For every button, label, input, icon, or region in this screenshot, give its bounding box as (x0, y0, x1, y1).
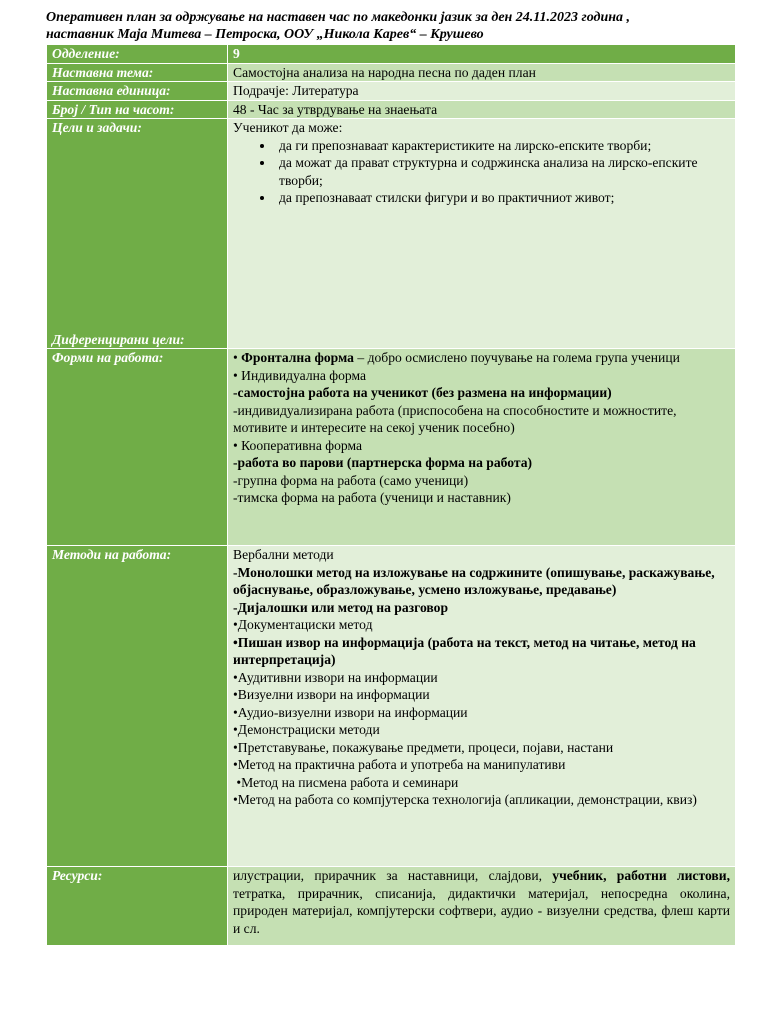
resources-post: тетратка, прирачник, списанија, дидактички материјал, непосредна околина, природен материјал, компјутерски софтвери, аудио - визуелни средства, флеш карти и сл. (233, 885, 730, 936)
goal-item: • да ги препознаваат карактеристиките на лирско-епските творби; (275, 137, 730, 155)
resources-text (233, 867, 730, 937)
forms-line: -групна форма на работа (само ученици) (233, 472, 469, 488)
forms-line: -индивидуализирана работа (приспособена на способностите и можностите, мотивите и интересите на секој ученик посебно) (233, 402, 677, 435)
lesson-value: 48 - Час за утврдување на знаењата (228, 100, 736, 119)
row-goals (47, 119, 736, 349)
resources-label: Ресурси: (47, 867, 228, 946)
forms-line: • Кооперативна форма (233, 437, 363, 453)
forms-line-frontal: • Фронтална форма – добро осмислено поучување на голема група ученици (233, 350, 680, 365)
row-topic (47, 63, 736, 82)
topic-value: Самостојна анализа на народна песна по даден план (228, 63, 736, 82)
frontal-form-term: Фронтална форма (241, 350, 354, 365)
title-line-2: наставник Маја Митева – Петроска, ООУ „Никола Карев“ – Крушево (46, 27, 484, 42)
unit-label: Наставна единица: (47, 82, 228, 101)
row-grade (47, 45, 736, 64)
methods-line: -Монолошки метод на изложување на содржините (опишување, раскажување, објаснување, образложување, усмено изложување, предавање) (233, 564, 715, 597)
methods-line: •Пишан извор на информација (работа на текст, метод на читање, метод на интерпретација) (233, 634, 696, 667)
frontal-form-desc: – добро осмислено поучување на голема група ученици (353, 350, 680, 365)
unit-value: Подрачје: Литература (228, 82, 736, 101)
methods-label: Методи на работа: (47, 546, 228, 867)
methods-line: •Метод на работа со компјутерска технологија (апликации, демонстрации, квиз) (233, 792, 697, 807)
row-resources (47, 867, 736, 946)
goals-value (228, 119, 736, 349)
title-line-1: Оперативен план за одржување на наставен час по македонки јазик за ден 24.11.2023 година , (46, 10, 631, 25)
goals-intro: Ученикот да може: (233, 120, 343, 135)
methods-value (228, 546, 736, 867)
goals-list (233, 137, 730, 207)
forms-line: • Индивидуална форма (233, 367, 367, 383)
row-forms (47, 349, 736, 546)
grade-label: Одделение: (47, 45, 228, 64)
methods-line: Вербални методи (233, 547, 334, 562)
methods-line: •Аудитивни извори на информации (233, 669, 438, 685)
methods-line: •Демонстрациски методи (233, 722, 380, 737)
document-title (46, 9, 746, 43)
goals-label: Цели и задачи: (52, 120, 142, 135)
resources-value (228, 867, 736, 946)
grade-value: 9 (228, 45, 736, 64)
topic-label: Наставна тема: (47, 63, 228, 82)
differentiated-goals-label: Диференцирани цели: (52, 331, 185, 347)
forms-line: -самостојна работа на ученикот (без размена на информации) (233, 385, 612, 400)
methods-line: •Метод на практична работа и употреба на манипулативи (233, 757, 566, 772)
forms-label: Форми на работа: (47, 349, 228, 546)
forms-line: -работа во парови (партнерска форма на работа) (233, 455, 533, 470)
methods-line: •Визуелни извори на информации (233, 687, 430, 702)
forms-line: -тимска форма на работа (ученици и наставник) (233, 490, 511, 505)
lesson-label: Број / Тип на часот: (47, 100, 228, 119)
resources-pre: илустрации, прирачник за наставници, слајдови, (233, 868, 553, 883)
goal-item: • да можат да прават структурна и содржинска анализа на лирско-епските творби; (275, 154, 730, 189)
goal-item: • да препознаваат стилски фигури и во практичниот живот; (275, 189, 730, 207)
row-methods (47, 546, 736, 867)
goals-label-cell (47, 119, 228, 349)
resources-bold: учебник, работни листови, (552, 868, 730, 883)
row-unit (47, 82, 736, 101)
forms-value (228, 349, 736, 546)
lesson-plan-table (46, 44, 736, 946)
methods-line: •Аудио-визуелни извори на информации (233, 704, 468, 720)
methods-line: -Дијалошки или метод на разговор (233, 599, 449, 615)
methods-line: •Метод на писмена работа и семинари (233, 774, 459, 790)
methods-line: •Претставување, покажување предмети, процеси, појави, настани (233, 739, 614, 755)
row-lesson (47, 100, 736, 119)
methods-line: •Документациски метод (233, 617, 373, 632)
